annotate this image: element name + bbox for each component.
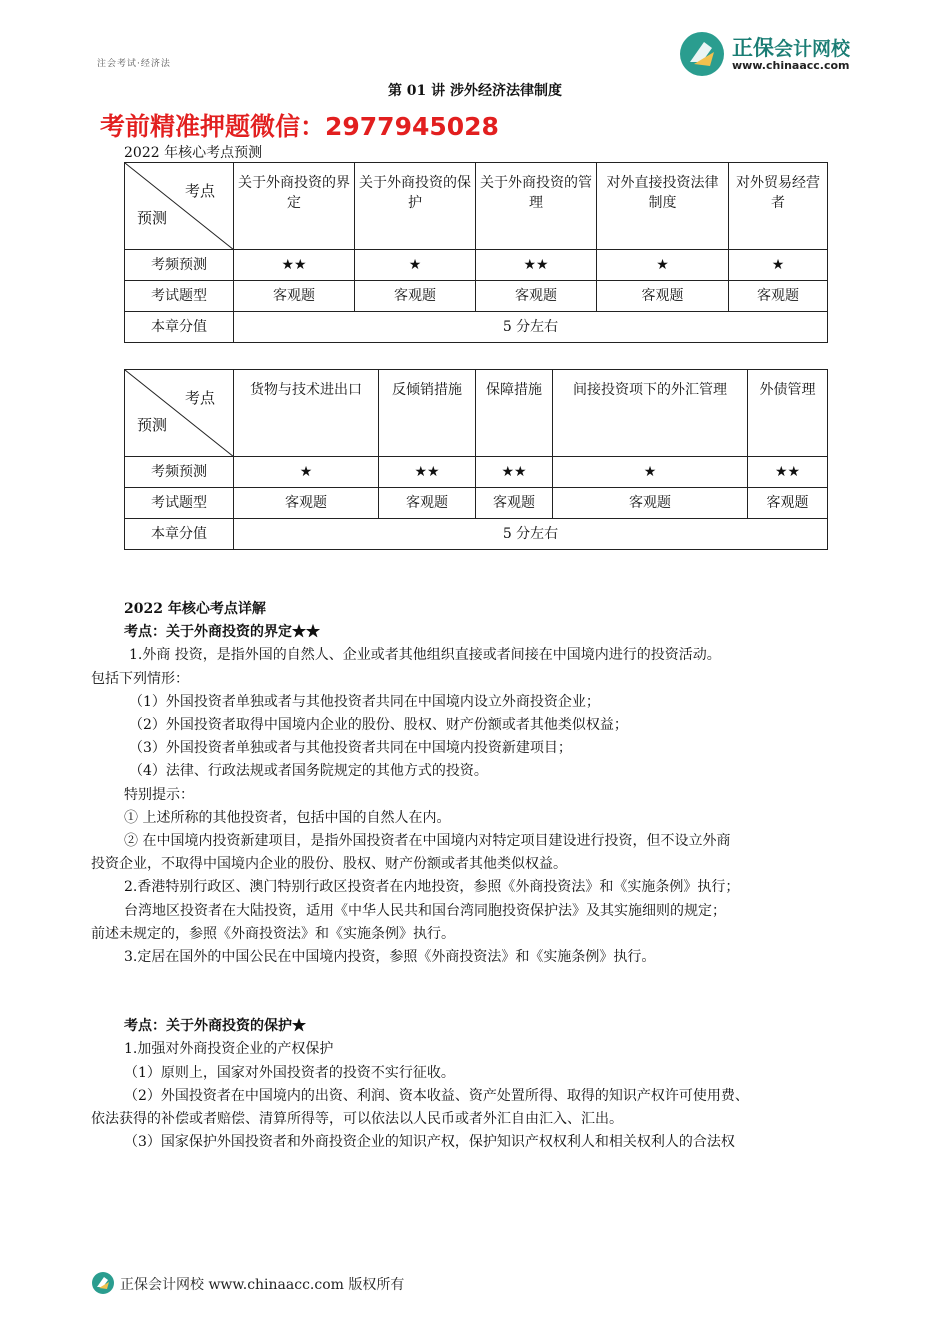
paragraph: 1.外商 投资，是指外国的自然人、企业或者其他组织直接或者间接在中国境内进行的投资活动。 (129, 647, 721, 664)
footer-copyright: 正保会计网校 www.chinaacc.com 版权所有 (120, 1277, 405, 1293)
note-item: ① 上述所称的其他投资者，包括中国的自然人在内。 (124, 809, 451, 826)
table-row (125, 457, 828, 488)
paragraph: 2.香港特别行政区、澳门特别行政区投资者在内地投资，参照《外商投资法》和《实施条例》执行； (124, 879, 740, 896)
paragraph: 前述未规定的，参照《外商投资法》和《实施条例》执行。 (91, 925, 455, 942)
topic-heading: 考点：关于外商投资的保护★ (124, 1018, 306, 1035)
logo-subname: 会计网校 (774, 38, 851, 60)
frequency-stars: ★ (355, 250, 476, 281)
logo-emblem-icon (680, 32, 724, 76)
footer-logo-icon (92, 1272, 114, 1294)
diagonal-line (125, 370, 234, 457)
diag-top-label: 考点 (184, 182, 215, 200)
frequency-stars: ★★ (476, 250, 597, 281)
section-title: 2022 年核心考点详解 (124, 601, 266, 617)
paragraph: 包括下列情形： (91, 670, 189, 687)
topic-header: 间接投资项下的外汇管理 (553, 370, 748, 457)
diag-top-label: 考点 (184, 389, 215, 407)
question-type: 客观题 (597, 281, 729, 312)
list-item: （2）外国投资者取得中国境内企业的股份、股权、财产份额或者其他类似权益； (129, 717, 628, 734)
question-type: 客观题 (234, 488, 379, 519)
row-label: 考试题型 (125, 488, 234, 519)
score-value: 5 分左右 (234, 312, 828, 343)
paragraph: 台湾地区投资者在大陆投资，适用《中华人民共和国台湾同胞投资保护法》及其实施细则的规定； (124, 902, 726, 919)
row-label: 本章分值 (125, 312, 234, 343)
list-item: （1）外国投资者单独或者与其他投资者共同在中国境内设立外商投资企业； (129, 693, 600, 710)
frequency-stars: ★ (729, 250, 828, 281)
question-type: 客观题 (476, 488, 553, 519)
list-item: （3）国家保护外国投资者和外商投资企业的知识产权，保护知识产权权利人和相关权利人的合法权 (124, 1134, 735, 1151)
topic-header: 对外直接投资法律制度 (597, 163, 729, 250)
list-item: （2）外国投资者在中国境内的出资、利润、资本收益、资产处置所得、取得的知识产权许可使用费、 (124, 1087, 749, 1104)
table-row (125, 488, 828, 519)
paragraph: 1.加强对外商投资企业的产权保护 (124, 1041, 334, 1058)
diagonal-line (125, 163, 234, 250)
question-type: 客观题 (553, 488, 748, 519)
question-type: 客观题 (234, 281, 355, 312)
running-header: 注会考试·经济法 (97, 59, 171, 69)
topic-header: 外债管理 (748, 370, 828, 457)
frequency-stars: ★★ (379, 457, 476, 488)
promo-banner: 考前精准押题微信：2977945028 (100, 112, 499, 141)
lecture-title: 第 01 讲 涉外经济法律制度 (387, 83, 563, 99)
frequency-stars: ★ (597, 250, 729, 281)
question-type: 客观题 (476, 281, 597, 312)
frequency-stars: ★★ (748, 457, 828, 488)
note-item: ② 在中国境内投资新建项目，是指外国投资者在中国境内对特定项目建设进行投资，但不设立外商 (124, 833, 731, 850)
row-label: 考试题型 (125, 281, 234, 312)
score-value: 5 分左右 (234, 519, 828, 550)
header-diagonal-cell (125, 370, 234, 457)
frequency-stars: ★ (234, 457, 379, 488)
list-item: （4）法律、行政法规或者国务院规定的其他方式的投资。 (129, 763, 488, 780)
list-item: （3）外国投资者单独或者与其他投资者共同在中国境内投资新建项目； (129, 740, 572, 757)
content-body (91, 598, 871, 1154)
note-label: 特别提示： (124, 786, 194, 803)
topic-header: 关于外商投资的管理 (476, 163, 597, 250)
frequency-stars: ★★ (476, 457, 553, 488)
row-label: 考频预测 (125, 457, 234, 488)
paragraph: 3.定居在国外的中国公民在中国境内投资，参照《外商投资法》和《实施条例》执行。 (124, 949, 656, 966)
question-type: 客观题 (379, 488, 476, 519)
row-label: 本章分值 (125, 519, 234, 550)
header-diagonal-cell (125, 163, 234, 250)
topic-header: 关于外商投资的界定 (234, 163, 355, 250)
row-label: 考频预测 (125, 250, 234, 281)
logo-url: www.chinaacc.com (732, 59, 850, 72)
forecast-label: 2022 年核心考点预测 (124, 145, 263, 161)
forecast-table-2 (124, 369, 828, 550)
topic-header: 关于外商投资的保护 (355, 163, 476, 250)
topic-heading: 考点：关于外商投资的界定★★ (124, 624, 320, 641)
topic-header: 保障措施 (476, 370, 553, 457)
question-type: 客观题 (748, 488, 828, 519)
brand-logo[interactable] (680, 30, 880, 80)
table-row (125, 250, 828, 281)
table-row (125, 312, 828, 343)
diag-bottom-label: 预测 (137, 209, 168, 227)
paragraph: 依法获得的补偿或者赔偿、清算所得等，可以依法以人民币或者外汇自由汇入、汇出。 (91, 1111, 623, 1128)
question-type: 客观题 (355, 281, 476, 312)
question-type: 客观题 (729, 281, 828, 312)
forecast-table-1 (124, 162, 828, 343)
logo-name: 正保 (732, 36, 774, 60)
topic-header: 货物与技术进出口 (234, 370, 379, 457)
topic-header: 反倾销措施 (379, 370, 476, 457)
list-item: （1）原则上，国家对外国投资者的投资不实行征收。 (124, 1064, 455, 1081)
table-row (125, 519, 828, 550)
frequency-stars: ★ (553, 457, 748, 488)
table-row (125, 281, 828, 312)
paragraph: 投资企业，不取得中国境内企业的股份、股权、财产份额或者其他类似权益。 (91, 856, 567, 873)
spacer (91, 969, 871, 1015)
topic-header: 对外贸易经营者 (729, 163, 828, 250)
diag-bottom-label: 预测 (137, 416, 168, 434)
frequency-stars: ★★ (234, 250, 355, 281)
